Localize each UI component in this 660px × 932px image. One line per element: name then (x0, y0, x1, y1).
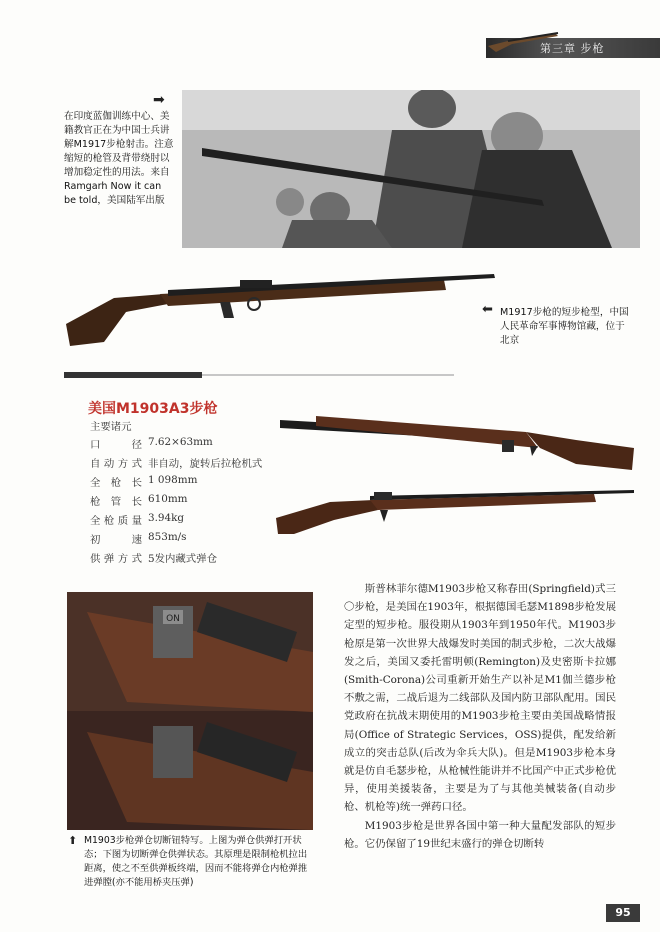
spec-value: 853m/s (148, 531, 187, 543)
spec-label: 口 径 (90, 439, 142, 451)
m1903a3-rifle-image-top (276, 398, 638, 480)
spec-value: 1 098mm (148, 474, 198, 486)
body-paragraph: M1903步枪是世界各国中第一种大量配发部队的短步枪。它仍保留了19世纪末盛行的弹仓切断转 (344, 819, 616, 850)
m1917-rifle-image (64, 260, 496, 350)
spec-label: 全枪长 (90, 477, 142, 489)
spec-label: 自动方式 (90, 458, 142, 470)
m1903a3-rifle-image-bottom (274, 484, 636, 540)
page-number: 95 (606, 904, 640, 922)
m1917-photo-caption: M1917步枪的短步枪型，中国人民革命军事博物馆藏，位于北京 (500, 307, 629, 346)
body-text (344, 580, 616, 853)
magazine-cutoff-photo (67, 592, 313, 830)
chapter-title: 第三章 步枪 (540, 42, 605, 55)
plate-text: ON (166, 614, 180, 624)
section-divider (64, 372, 202, 378)
spec-value: 610mm (148, 493, 188, 505)
spec-value: 7.62×63mm (148, 436, 213, 448)
body-paragraph: 斯普林菲尔德M1903步枪又称春田(Springfield)式三〇步枪，是美国在1903年，根据德国毛瑟M1898步枪发展定型的短步枪。服役期从1903年到1950年代。M1903步枪原是第一次世界大战爆发时美国的制式步枪，二次大战爆发之后，美国又委托雷明顿(Remington)及史密斯卡拉娜(Smith-Corona)公司重新开始生产以补足M1伽兰德步枪不敷之需，二战后退为二线部队及国内防卫部队配用。国民党政府在抗战末期使用的M1903步枪主要由美国战略情报局(Office of Strategic Services，OSS)提供，配发给新成立的突击总队(后改为伞兵大队)。但是M1903步枪本身就是仿自毛瑟步枪，从枪械性能讲并不比国产中正式步枪优异，使用美援装备，主要是为了与其他美械装备(自动步枪、机枪等)统一弹药口径。 (344, 583, 616, 814)
spec-value: 5发内藏式弹仓 (148, 553, 217, 565)
arrow-up-icon: ⬆ (68, 834, 78, 847)
arrow-right-icon: ➡ (153, 92, 165, 108)
spec-label: 枪管长 (90, 496, 142, 508)
training-photo-caption: 在印度蓝伽训练中心、美籍教官正在为中国士兵讲解M1917步枪射击。注意缩短的枪管及背带绕肘以增加稳定性的用法。来自Ramgarh Now it can be told，美国陆军出版 (64, 111, 174, 206)
spec-value: 非自动，旋转后拉枪机式 (148, 458, 263, 470)
spec-row-feed (90, 550, 290, 568)
spec-row-velocity (90, 531, 290, 549)
training-photo (182, 90, 640, 248)
spec-label: 供弹方式 (90, 553, 142, 565)
spec-value: 3.94kg (148, 512, 185, 524)
arrow-left-icon: ⬅ (482, 302, 493, 317)
magazine-cutoff-caption: M1903步枪弹仓切断钮特写。上图为弹仓供弹打开状态；下图为切断弹仓供弹状态。其原理是限制枪机拉出距离，使之不至供弹板终端，因而不能将弹仓内枪弹推进弹膛(亦不能用桥夹压弹) (84, 835, 308, 888)
spec-row-caliber (90, 436, 290, 454)
spec-row-barrel (90, 493, 290, 511)
section-title: 美国M1903A3步枪 (88, 401, 218, 417)
spec-label: 初 速 (90, 534, 142, 546)
spec-row-weight (90, 512, 290, 530)
section-divider-line (202, 374, 454, 376)
spec-heading: 主要诸元 (90, 421, 132, 433)
spec-label: 全枪质量 (90, 515, 142, 527)
spec-row-action (90, 455, 290, 473)
spec-row-length (90, 474, 290, 492)
